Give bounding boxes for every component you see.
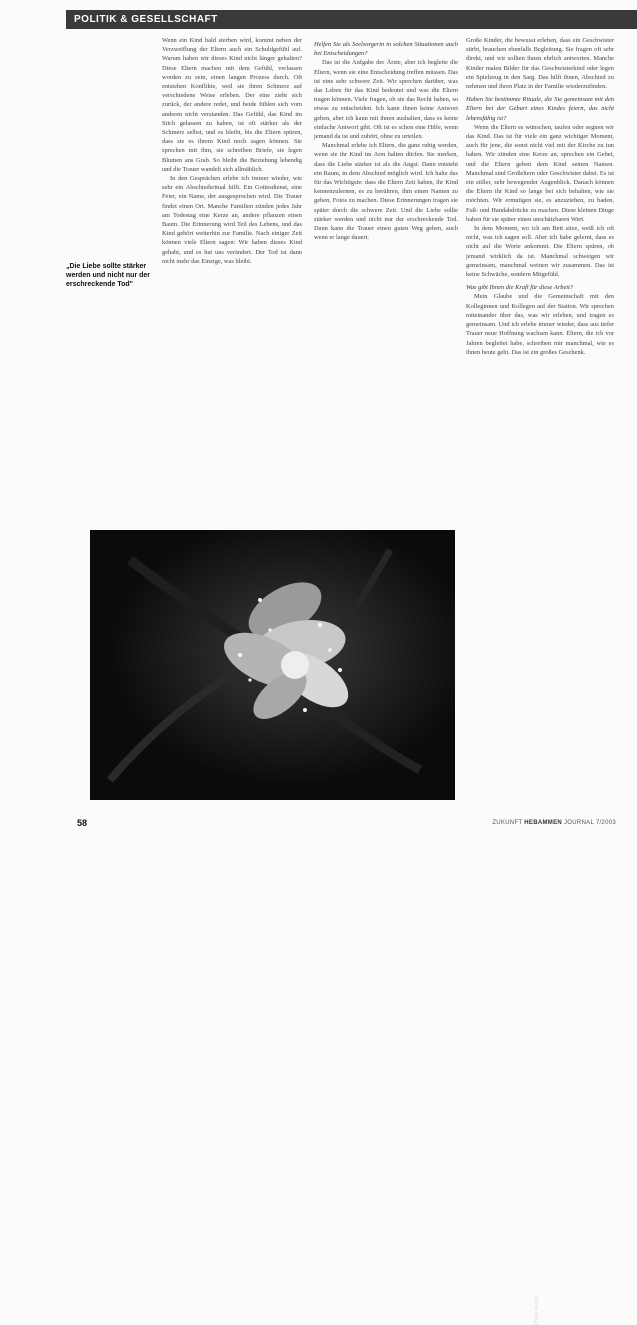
- interview-question: Haben Sie bestimmte Rituale, die Sie gemeinsam mit den Eltern bei der Geburt eines Kindes feiern, das nicht lebensfähig ist?: [466, 96, 614, 122]
- article-column-1: [162, 36, 302, 530]
- journal-name-bold: HEBAMMEN: [524, 820, 563, 826]
- paragraph: Das ist die Aufgabe der Ärzte, aber ich begleite die Eltern, wenn sie eine Entscheidung treffen müssen. Das ist eine sehr schwere Zeit. Wir sprechen darüber, was das Leben für das Kind bedeutet und was die Eltern tragen können. Viele fragen, ob sie das Recht haben, so etwas zu entscheiden. Ich kann ihnen keine Antwort geben, aber ich kann mit ihnen aushalten, dass es keine einfache Antwort gibt. Oft ist es schon eine Hilfe, wenn jemand da ist und zuhört, ohne zu urteilen.: [314, 59, 458, 141]
- paragraph: In den Gesprächen erlebe ich immer wieder, wie sehr ein Abschiedsritual hilft. Ein Gottesdienst, eine Feier, ein Name, der ausgesprochen wird. Die Trauer findet einen Ort. Manche Familien zünden jedes Jahr am Todestag eine Kerze an, andere pflanzen einen Baum. Die Erinnerung wird Teil des Lebens, und das Kind gehört weiterhin zur Familie. Nach einiger Zeit können viele Eltern sagen: Wir haben dieses Kind gehabt, und es hat uns verändert. Der Tod ist dann nicht mehr das Einzige, was bleibt.: [162, 175, 302, 265]
- journal-name-part: ZUKUNFT: [492, 820, 523, 826]
- article-column-2: [314, 36, 458, 536]
- flower-illustration: [90, 530, 455, 800]
- journal-footer: [466, 820, 616, 826]
- section-header: [66, 10, 637, 29]
- interview-question: Was gibt Ihnen die Kraft für diese Arbeit?: [466, 284, 574, 292]
- paragraph: Große Kinder, die bewusst erleben, dass ein Geschwister stirbt, brauchen ebenfalls Begleitung. Sie fragen oft sehr direkt, und wir sollten ihnen ehrlich antworten. Manche Kinder malen Bilder für das Geschwisterkind oder legen ein Spielzeug in den Sarg. Das hilft ihnen, Abschied zu nehmen und ihren Platz in der Familie wiederzufinden.: [466, 37, 614, 91]
- paragraph: Wenn die Eltern es wünschen, taufen oder segnen wir das Kind. Das ist für viele ein ganz wichtiger Moment, auch für jene, die sonst nicht viel mit der Kirche zu tun haben. Wir zünden eine Kerze an, sprechen ein Gebet, und die Eltern geben dem Kind seinen Namen. Manchmal sind Großeltern oder Geschwister dabei. Es ist ein stiller, sehr bewegender Augenblick. Danach können die Eltern ihr Kind so lange bei sich behalten, wie sie möchten. Wir ermutigen sie, es anzuziehen, zu baden, Fuß- und Handabdrücke zu machen. Diese kleinen Dinge haben für sie später einen unschätzbaren Wert.: [466, 123, 614, 223]
- photo-credit: Photo: Archiv: [534, 1295, 540, 1325]
- pull-quote: „Die Liebe sollte stärker werden und nicht nur der erschreckende Tod": [66, 263, 151, 288]
- page-number: 58: [77, 818, 88, 828]
- paragraph: In dem Moment, wo ich am Bett sitze, weiß ich oft nicht, was ich sagen soll. Aber ich habe gelernt, dass es nicht auf die Worte ankommt. Die Eltern spüren, ob jemand wirklich da ist. Manchmal schweigen wir gemeinsam, manchmal weinen wir zusammen. Das ist keine Schwäche, sondern Mitgefühl.: [466, 225, 614, 279]
- interview-question: Helfen Sie als Seelsorgerin in solchen Situationen auch bei Entscheidungen?: [314, 41, 458, 58]
- section-title: POLITIK & GESELLSCHAFT: [74, 14, 218, 25]
- paragraph: Wenn ein Kind bald sterben wird, kommt neben der Verzweiflung der Eltern auch ein Schuldgefühl auf. Warum haben wir dieses Kind nicht länger gehalten? Diese Eltern machen mit dem Gefühl, verlassen worden zu sein, einen langen Prozess durch. Oft entstehen Konflikte, weil sie ihren Schmerz auf verschiedene Weise erleben. Der eine zieht sich zurück, der andere redet, und beide fühlen sich vom anderen nicht verstanden. Das Gefühl, das Kind im Stich gelassen zu haben, ist oft stärker als der Schmerz selbst, und es bleibt, bis die Eltern spüren, dass sie es ihrem Kind noch sagen können. Sie sprechen mit ihm, sie schreiben Briefe, sie legen Blumen ans Grab. So bleibt die Beziehung lebendig und die Trauer wandelt sich allmählich.: [162, 37, 302, 173]
- paragraph: Manchmal erlebe ich Eltern, die ganz ruhig werden, wenn sie ihr Kind im Arm halten dürfen. Sie merken, dass die Liebe stärker ist als die Angst. Dann entsteht ein Raum, in dem Abschied möglich wird. Ich halte das für das Wichtigste: dass die Eltern Zeit haben, ihr Kind kennenzulernen, es zu berühren, ihm einen Namen zu geben, Fotos zu machen. Diese Erinnerungen tragen sie später durch die schwere Zeit. Und die Liebe sollte stärker werden und nicht nur der erschreckende Tod. Dann kann die Trauer einen guten Weg gehen, auch wenn er lange dauert.: [314, 142, 458, 242]
- paragraph: Mein Glaube und die Gemeinschaft mit den Kolleginnen und Kollegen auf der Station. Wir sprechen miteinander über das, was wir erleben, und tragen es gemeinsam. Und ich erlebe immer wieder, dass aus tiefer Trauer neue Hoffnung wachsen kann. Eltern, die ich vor Jahren begleitet habe, schreiben mir manchmal, wie es ihnen heute geht. Das ist ein großes Geschenk.: [466, 293, 614, 356]
- article-column-3: [466, 36, 614, 826]
- journal-issue: JOURNAL 7/2003: [563, 820, 616, 826]
